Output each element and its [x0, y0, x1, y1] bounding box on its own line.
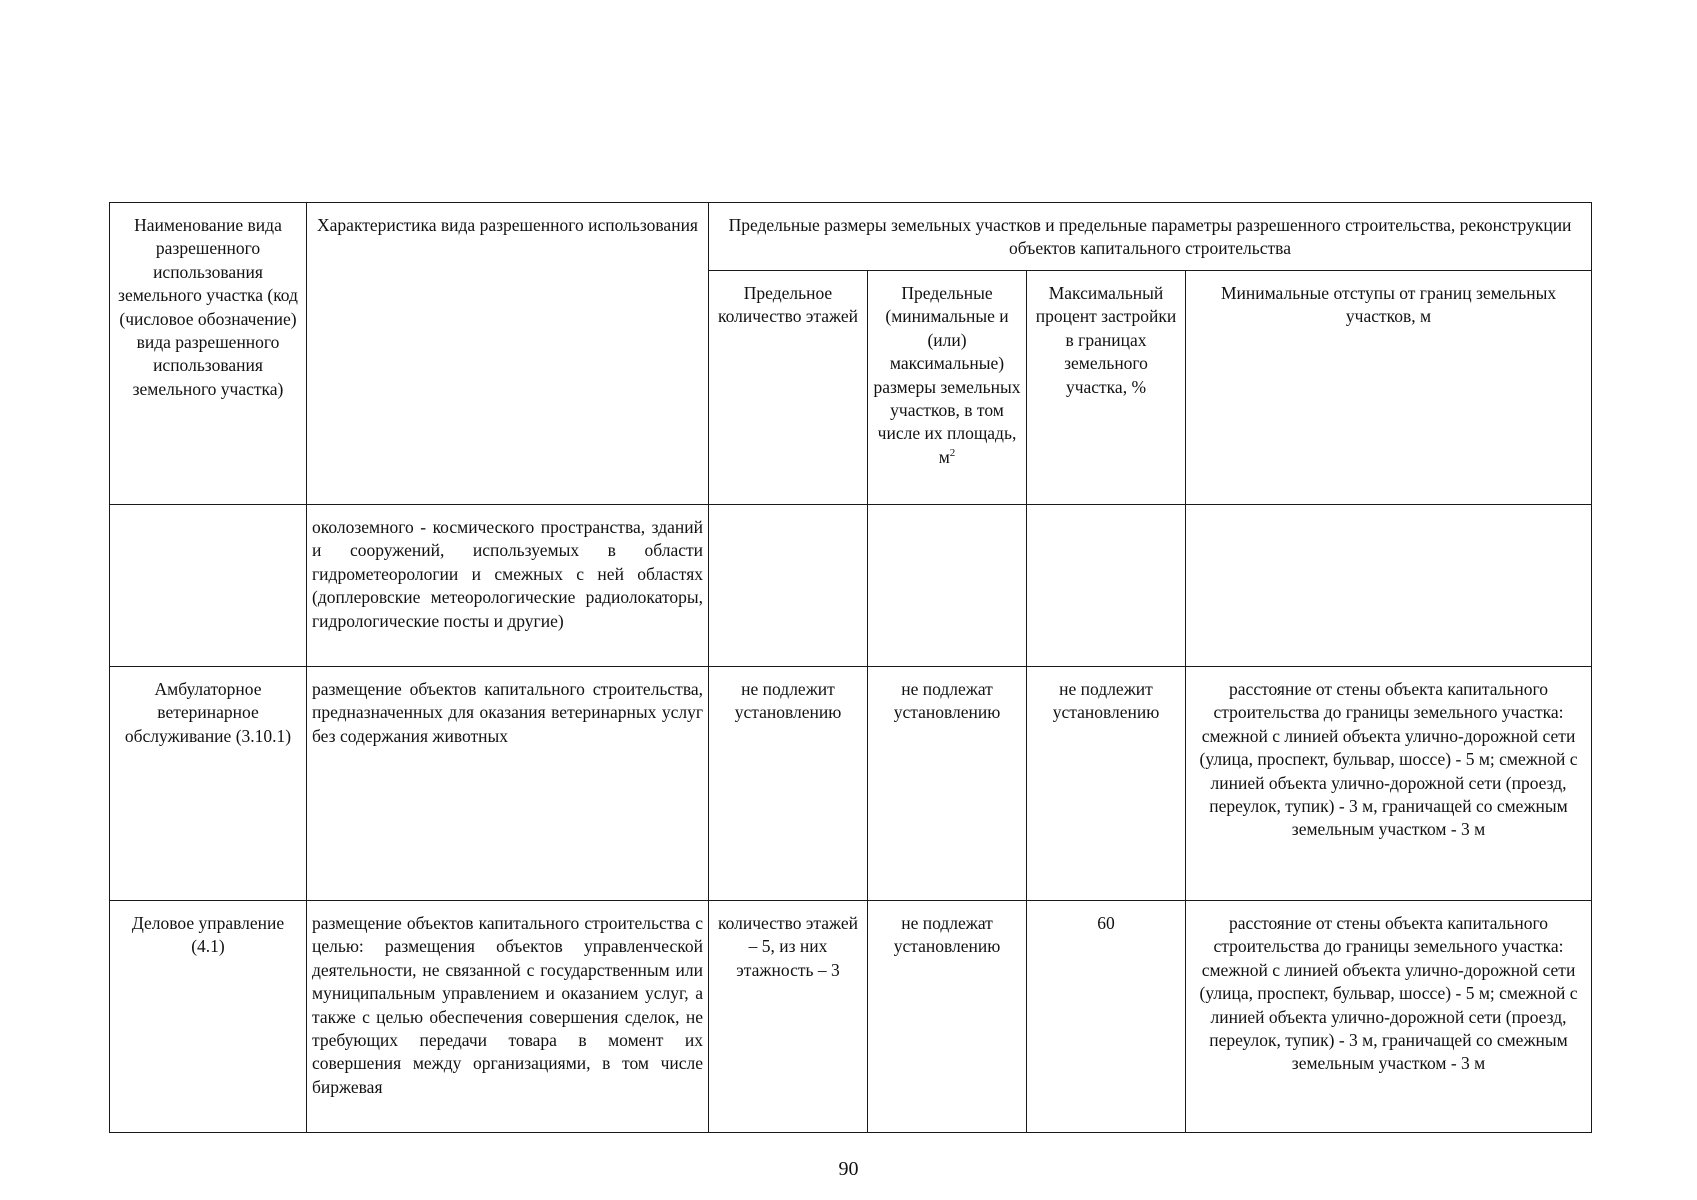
- cell-plot-size: не подлежат установлению: [868, 667, 1027, 901]
- cell-setbacks: [1186, 505, 1592, 667]
- header-characteristic: Характеристика вида разрешенного использования: [307, 203, 709, 505]
- cell-plot-size: [868, 505, 1027, 667]
- header-name: Наименование вида разрешенного использования земельного участка (код (числовое обозначение) вида разрешенного использования земельного участка): [110, 203, 307, 505]
- cell-name: Деловое управление (4.1): [110, 901, 307, 1133]
- cell-name: [110, 505, 307, 667]
- cell-plot-size: не подлежат установлению: [868, 901, 1027, 1133]
- cell-floors: количество этажей – 5, из них этажность – 3: [709, 901, 868, 1133]
- table-row: [110, 505, 1592, 667]
- land-use-table: [109, 202, 1592, 1133]
- cell-coverage: не подлежит установлению: [1027, 667, 1186, 901]
- table-row: [110, 667, 1592, 901]
- page-number: 90: [838, 1158, 859, 1180]
- header-setbacks: Минимальные отступы от границ земельных участков, м: [1186, 271, 1592, 505]
- cell-setbacks: расстояние от стены объекта капитального строительства до границы земельного участка: смежной с линией объекта улично-дорожной сети (улица, проспект, бульвар, шоссе) - 5 м; смежной с линией объекта улично-дорожной сети (проезд, переулок, тупик) - 3 м, граничащей со смежным земельным участком - 3 м: [1186, 901, 1592, 1133]
- header-floors: Предельное количество этажей: [709, 271, 868, 505]
- cell-name: Амбулаторное ветеринарное обслуживание (3.10.1): [110, 667, 307, 901]
- header-plot-size-text: Предельные (минимальные и (или) максимальные) размеры земельных участков, в том числе их площадь, м: [873, 283, 1021, 467]
- header-plot-size-superscript: 2: [949, 447, 956, 460]
- cell-characteristic: размещение объектов капитального строительства с целью: размещения объектов управленческой деятельности, не связанной с государственным или муниципальным управлением и оказанием услуг, а также с целью обеспечения совершения сделок, не требующих передачи товара в момент их совершения между организациями, в том числе биржевая: [307, 901, 709, 1133]
- cell-characteristic: размещение объектов капитального строительства, предназначенных для оказания ветеринарных услуг без содержания животных: [307, 667, 709, 901]
- cell-characteristic: околоземного - космического пространства, зданий и сооружений, используемых в области гидрометеорологии и смежных с ней областях (доплеровские метеорологические радиолокаторы, гидрологические посты и другие): [307, 505, 709, 667]
- cell-coverage: 60: [1027, 901, 1186, 1133]
- cell-setbacks: расстояние от стены объекта капитального строительства до границы земельного участка: смежной с линией объекта улично-дорожной сети (улица, проспект, бульвар, шоссе) - 5 м; смежной с линией объекта улично-дорожной сети (проезд, переулок, тупик) - 3 м, граничащей со смежным земельным участком - 3 м: [1186, 667, 1592, 901]
- cell-coverage: [1027, 505, 1186, 667]
- cell-floors: не подлежит установлению: [709, 667, 868, 901]
- header-coverage: Максимальный процент застройки в границах земельного участка, %: [1027, 271, 1186, 505]
- header-plot-size: [868, 271, 1027, 505]
- cell-floors: [709, 505, 868, 667]
- table-row: [110, 901, 1592, 1133]
- header-row-1: [110, 203, 1592, 271]
- header-limits-group: Предельные размеры земельных участков и предельные параметры разрешенного строительства, реконструкции объектов капитального строительства: [709, 203, 1592, 271]
